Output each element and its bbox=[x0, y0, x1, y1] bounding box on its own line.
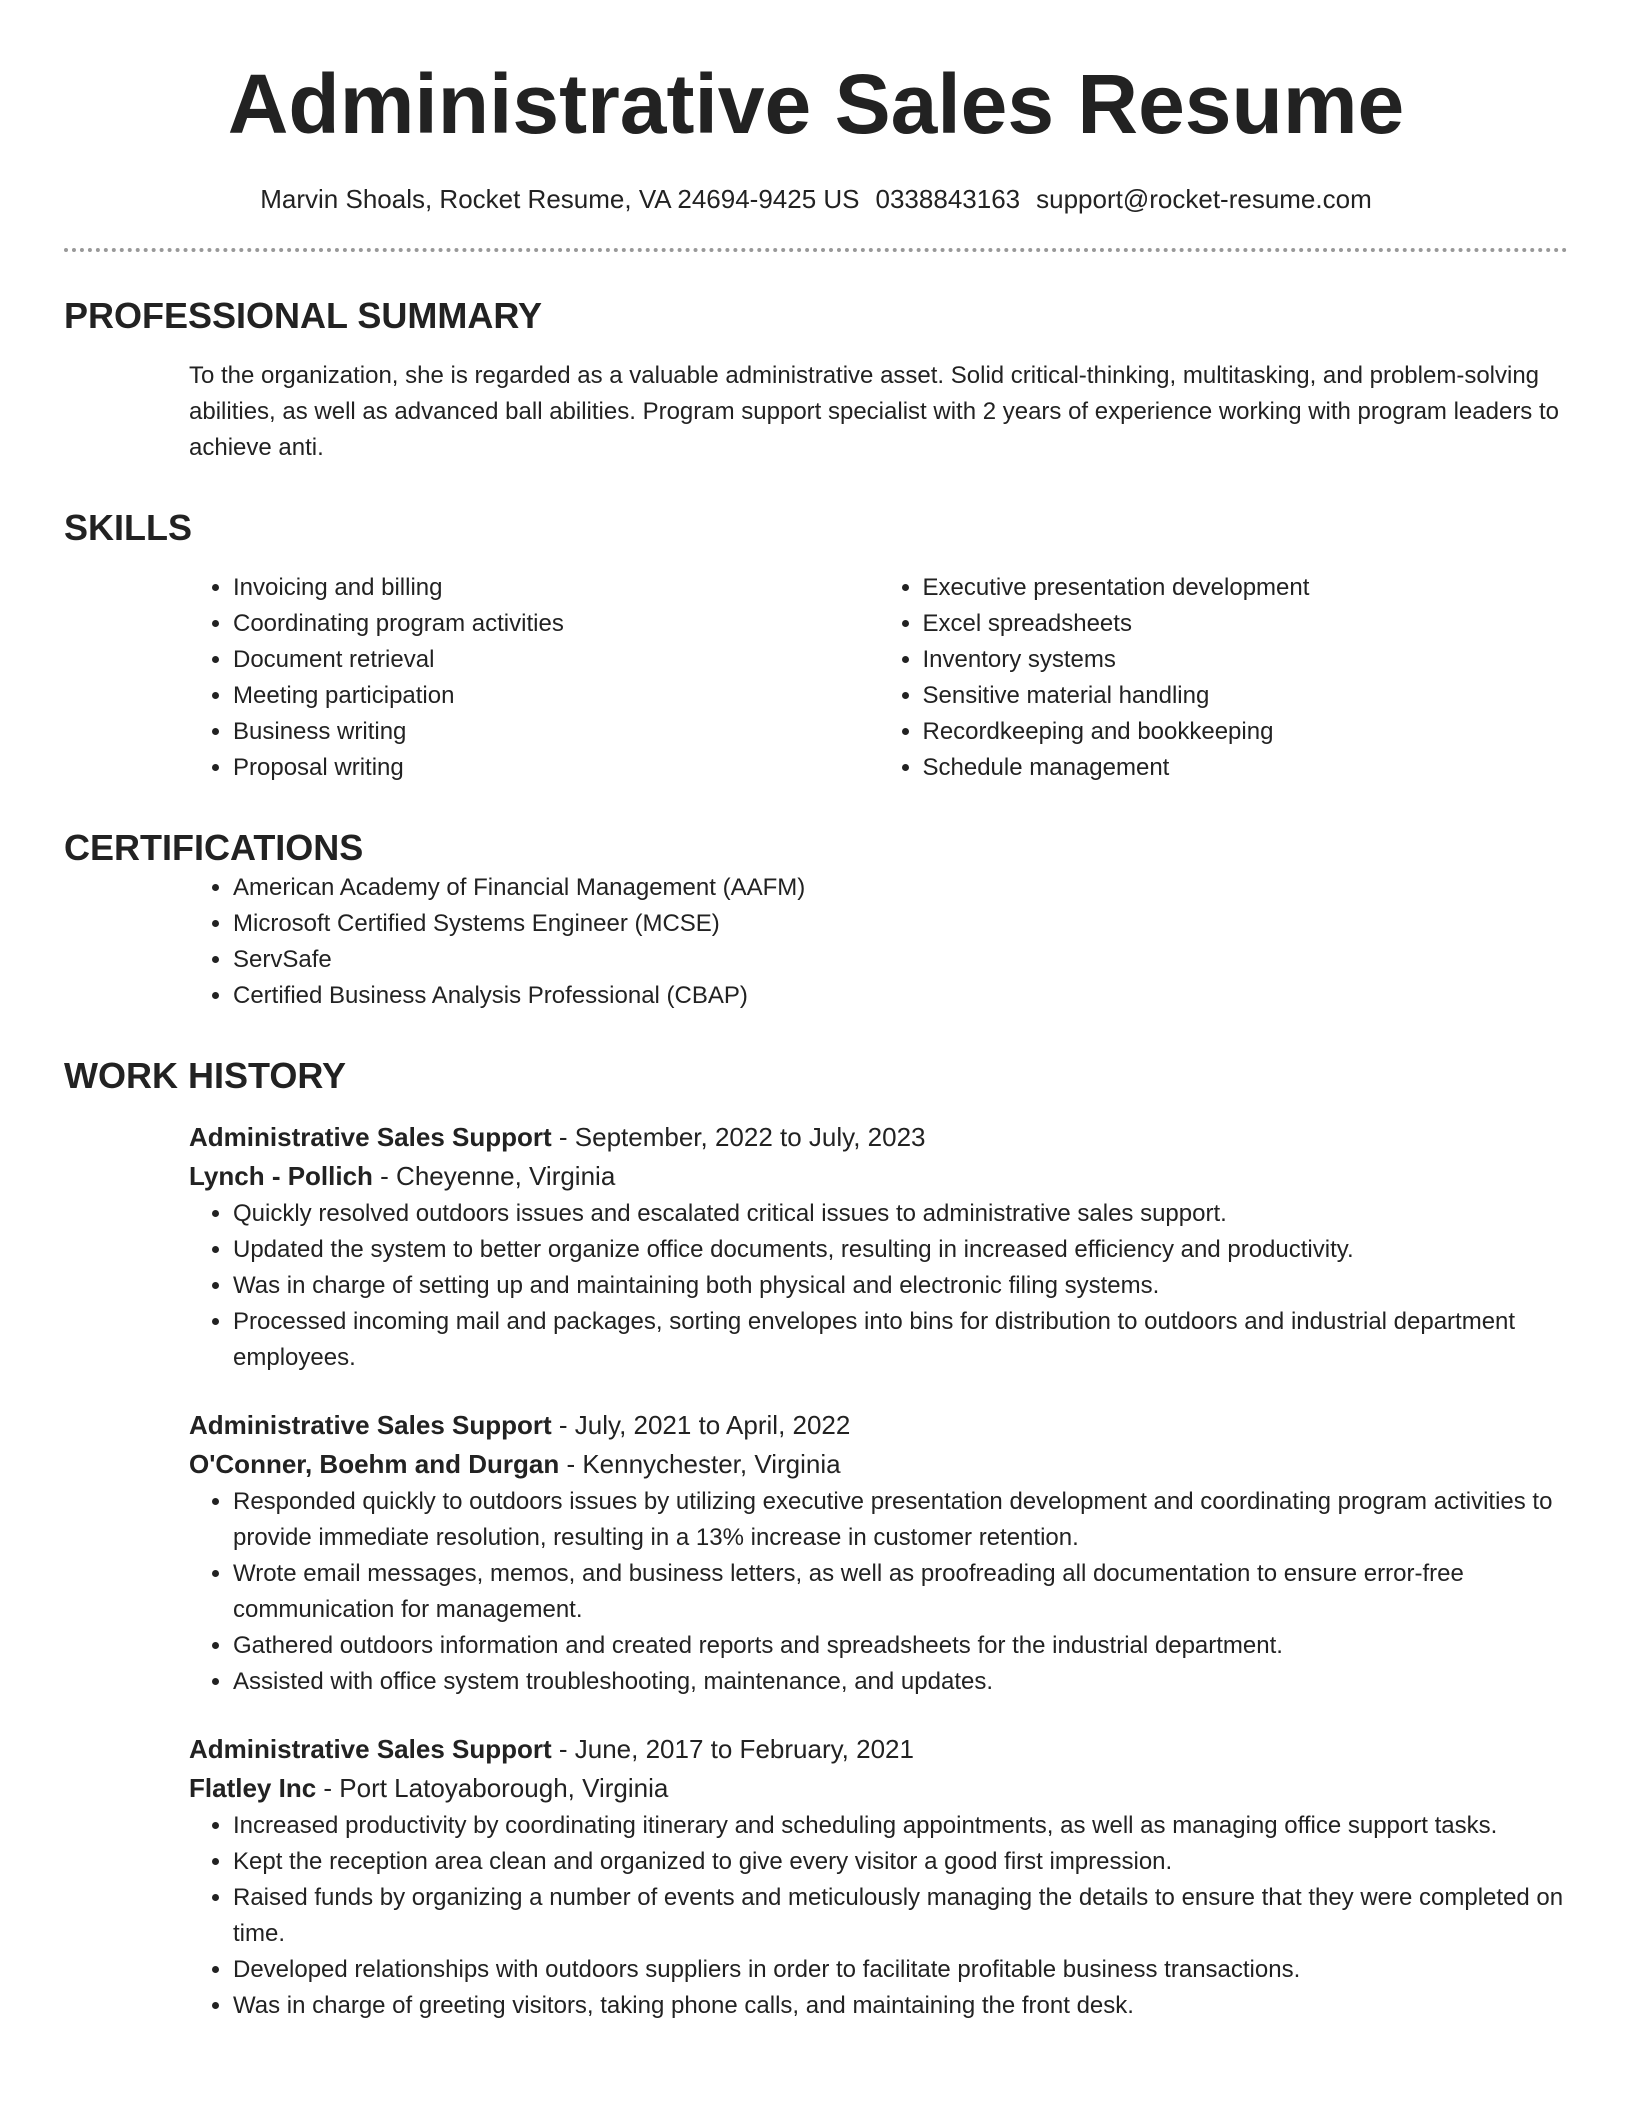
certifications-section bbox=[64, 826, 1568, 1014]
job-bullet: • Wrote email messages, memos, and business letters, as well as proofreading all documentation to ensure error-free communication for management. bbox=[233, 1556, 1568, 1628]
header-divider bbox=[64, 248, 1568, 252]
skill-item: • Coordinating program activities bbox=[233, 606, 879, 642]
job-title-line bbox=[189, 1118, 1568, 1157]
summary-heading: PROFESSIONAL SUMMARY bbox=[64, 295, 543, 336]
job-bullet: • Assisted with office system troubleshooting, maintenance, and updates. bbox=[233, 1664, 1568, 1700]
skill-item: • Business writing bbox=[233, 714, 879, 750]
certification-item: • American Academy of Financial Management (AAFM) bbox=[233, 870, 1568, 906]
skills-heading: SKILLS bbox=[64, 507, 193, 548]
job-bullets bbox=[189, 1196, 1568, 1376]
skills-grid bbox=[189, 570, 1568, 786]
skill-item: • Sensitive material handling bbox=[923, 678, 1569, 714]
certification-item: • Certified Business Analysis Professional (CBAP) bbox=[233, 978, 1568, 1014]
job-bullet: • Processed incoming mail and packages, sorting envelopes into bins for distribution to outdoors and industrial department employees. bbox=[233, 1304, 1568, 1376]
job-dates: - September, 2022 to July, 2023 bbox=[551, 1122, 926, 1152]
certifications-heading: CERTIFICATIONS bbox=[64, 827, 364, 868]
job-bullet: • Was in charge of setting up and maintaining both physical and electronic filing systems. bbox=[233, 1268, 1568, 1304]
skill-item: • Meeting participation bbox=[233, 678, 879, 714]
skills-list-right bbox=[879, 570, 1569, 786]
contact-phone: 0338843163 bbox=[875, 184, 1021, 214]
skill-item: • Document retrieval bbox=[233, 642, 879, 678]
job-company-line bbox=[189, 1769, 1568, 1808]
work-history-section bbox=[64, 1054, 1568, 2024]
skill-item: • Inventory systems bbox=[923, 642, 1569, 678]
job-company-line bbox=[189, 1157, 1568, 1196]
job-location: - Kennychester, Virginia bbox=[559, 1449, 841, 1479]
skills-section bbox=[64, 506, 1568, 786]
summary-text: To the organization, she is regarded as a valuable administrative asset. Solid critical-thinking, multitasking, and problem-solving abilities, as well as advanced ball abilities. Program support specialist with 2 years of experience working with program leaders to achieve anti. bbox=[189, 362, 1559, 461]
summary-body bbox=[189, 358, 1568, 466]
job-entry bbox=[189, 1118, 1568, 1376]
job-entry bbox=[189, 1406, 1568, 1700]
job-bullet: • Updated the system to better organize office documents, resulting in increased efficiency and productivity. bbox=[233, 1232, 1568, 1268]
job-bullet: • Raised funds by organizing a number of events and meticulously managing the details to ensure that they were completed on time. bbox=[233, 1880, 1568, 1952]
work-history-heading: WORK HISTORY bbox=[64, 1055, 347, 1096]
work-history-body bbox=[189, 1118, 1568, 2024]
contact-line bbox=[64, 182, 1568, 216]
job-location: - Port Latoyaborough, Virginia bbox=[316, 1773, 669, 1803]
job-bullet: • Kept the reception area clean and organized to give every visitor a good first impression. bbox=[233, 1844, 1568, 1880]
job-dates: - June, 2017 to February, 2021 bbox=[551, 1734, 914, 1764]
job-title: Administrative Sales Support bbox=[189, 1410, 552, 1440]
job-company: Flatley Inc bbox=[189, 1773, 317, 1803]
job-bullet: • Increased productivity by coordinating itinerary and scheduling appointments, as well as managing office support tasks. bbox=[233, 1808, 1568, 1844]
job-bullet: • Responded quickly to outdoors issues by utilizing executive presentation development and coordinating program activities to provide immediate resolution, resulting in a 13% increase in customer retention. bbox=[233, 1484, 1568, 1556]
job-title-line bbox=[189, 1406, 1568, 1445]
job-dates: - July, 2021 to April, 2022 bbox=[551, 1410, 851, 1440]
job-entry bbox=[189, 1730, 1568, 2024]
job-bullet: • Developed relationships with outdoors suppliers in order to facilitate profitable business transactions. bbox=[233, 1952, 1568, 1988]
job-company: Lynch - Pollich bbox=[189, 1161, 373, 1191]
job-company: O'Conner, Boehm and Durgan bbox=[189, 1449, 560, 1479]
skill-item: • Schedule management bbox=[923, 750, 1569, 786]
job-bullets bbox=[189, 1484, 1568, 1700]
contact-email: support@rocket-resume.com bbox=[1036, 184, 1372, 214]
skill-item: • Proposal writing bbox=[233, 750, 879, 786]
skill-item: • Recordkeeping and bookkeeping bbox=[923, 714, 1569, 750]
job-company-line bbox=[189, 1445, 1568, 1484]
job-bullets bbox=[189, 1808, 1568, 2024]
job-title: Administrative Sales Support bbox=[189, 1734, 552, 1764]
skills-list-left bbox=[189, 570, 879, 786]
job-bullet: • Was in charge of greeting visitors, taking phone calls, and maintaining the front desk. bbox=[233, 1988, 1568, 2024]
summary-section bbox=[64, 294, 1568, 466]
skill-item: • Invoicing and billing bbox=[233, 570, 879, 606]
page-title: Administrative Sales Resume bbox=[227, 57, 1405, 151]
job-title-line bbox=[189, 1730, 1568, 1769]
job-title: Administrative Sales Support bbox=[189, 1122, 552, 1152]
contact-address: Marvin Shoals, Rocket Resume, VA 24694-9425 US bbox=[260, 184, 860, 214]
certification-item: • Microsoft Certified Systems Engineer (MCSE) bbox=[233, 906, 1568, 942]
certification-item: • ServSafe bbox=[233, 942, 1568, 978]
job-bullet: • Gathered outdoors information and created reports and spreadsheets for the industrial department. bbox=[233, 1628, 1568, 1664]
certifications-list bbox=[189, 870, 1568, 1014]
certifications-body bbox=[189, 870, 1568, 1014]
job-location: - Cheyenne, Virginia bbox=[372, 1161, 616, 1191]
job-bullet: • Quickly resolved outdoors issues and escalated critical issues to administrative sales support. bbox=[233, 1196, 1568, 1232]
skill-item: • Executive presentation development bbox=[923, 570, 1569, 606]
skill-item: • Excel spreadsheets bbox=[923, 606, 1569, 642]
